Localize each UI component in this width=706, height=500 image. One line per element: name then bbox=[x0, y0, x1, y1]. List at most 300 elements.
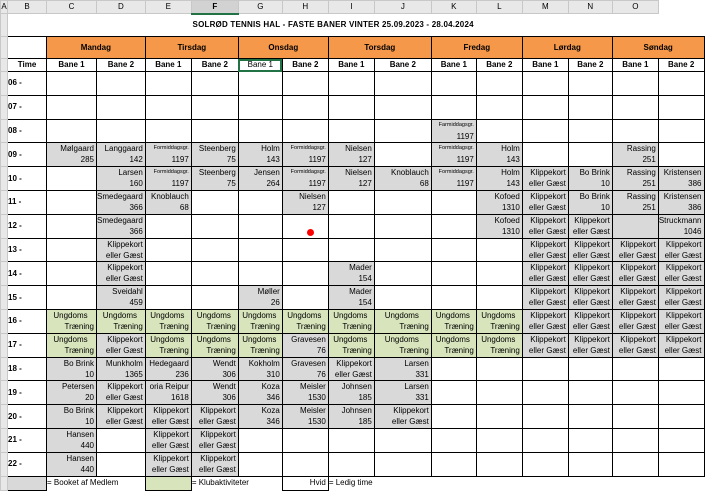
free-slot-cell[interactable] bbox=[431, 381, 476, 405]
row-header[interactable] bbox=[1, 95, 8, 119]
column-header-k[interactable]: K bbox=[431, 1, 476, 14]
free-slot-cell[interactable] bbox=[238, 190, 282, 214]
booking-member-number: eller Gæst bbox=[572, 250, 610, 260]
booking-cell[interactable] bbox=[612, 143, 658, 167]
booking-cell[interactable] bbox=[328, 405, 374, 429]
free-slot-cell[interactable] bbox=[431, 405, 476, 429]
booking-cell[interactable] bbox=[522, 333, 568, 357]
booking-cell[interactable] bbox=[47, 405, 97, 429]
booking-cell[interactable] bbox=[431, 119, 476, 143]
free-slot-cell[interactable] bbox=[145, 95, 191, 119]
court-header[interactable]: Bane 1 bbox=[47, 59, 97, 72]
booking-cell[interactable] bbox=[282, 357, 328, 381]
free-slot-cell[interactable] bbox=[612, 119, 658, 143]
free-slot-cell[interactable] bbox=[658, 119, 704, 143]
free-slot-cell[interactable] bbox=[522, 357, 568, 381]
row-header[interactable] bbox=[1, 476, 8, 490]
booking-cell[interactable] bbox=[374, 167, 431, 191]
free-slot-cell[interactable] bbox=[431, 262, 476, 286]
free-slot-cell[interactable] bbox=[145, 286, 191, 310]
free-slot-cell[interactable] bbox=[476, 286, 522, 310]
court-header[interactable]: Bane 1 bbox=[328, 59, 374, 72]
free-slot-cell[interactable] bbox=[476, 452, 522, 476]
time-slot-label: 13 - bbox=[8, 238, 47, 262]
row-header[interactable] bbox=[1, 405, 8, 429]
row-header[interactable] bbox=[1, 190, 8, 214]
free-slot-cell[interactable] bbox=[612, 428, 658, 452]
free-slot-cell[interactable] bbox=[612, 381, 658, 405]
free-slot-cell[interactable] bbox=[431, 214, 476, 238]
booking-cell[interactable] bbox=[282, 405, 328, 429]
free-slot-cell[interactable] bbox=[145, 214, 191, 238]
free-slot-cell[interactable] bbox=[282, 286, 328, 310]
free-slot-cell[interactable] bbox=[238, 428, 282, 452]
booking-cell[interactable] bbox=[374, 381, 431, 405]
court-header[interactable]: Bane 2 bbox=[191, 59, 238, 72]
free-slot-cell[interactable] bbox=[238, 95, 282, 119]
booking-cell[interactable] bbox=[238, 357, 282, 381]
club-activity-cell[interactable] bbox=[238, 309, 282, 333]
booking-cell[interactable] bbox=[658, 238, 704, 262]
free-slot-cell[interactable] bbox=[476, 95, 522, 119]
booking-cell[interactable] bbox=[97, 333, 146, 357]
free-slot-cell[interactable] bbox=[145, 72, 191, 96]
booking-cell[interactable] bbox=[658, 262, 704, 286]
booking-member-number: 264 bbox=[266, 179, 280, 189]
booking-cell[interactable] bbox=[47, 143, 97, 167]
booking-name: Møller bbox=[257, 287, 280, 297]
free-slot-cell[interactable] bbox=[568, 143, 612, 167]
club-activity-cell[interactable] bbox=[282, 309, 328, 333]
row-header[interactable] bbox=[1, 238, 8, 262]
booking-cell[interactable] bbox=[476, 167, 522, 191]
free-slot-cell[interactable] bbox=[47, 190, 97, 214]
free-slot-cell[interactable] bbox=[568, 357, 612, 381]
booking-cell[interactable] bbox=[145, 405, 191, 429]
booking-cell[interactable] bbox=[374, 357, 431, 381]
free-slot-cell[interactable] bbox=[374, 238, 431, 262]
booking-cell[interactable] bbox=[374, 405, 431, 429]
club-activity-cell[interactable] bbox=[238, 333, 282, 357]
booking-cell[interactable] bbox=[328, 381, 374, 405]
booking-cell[interactable] bbox=[568, 286, 612, 310]
booking-cell[interactable] bbox=[476, 190, 522, 214]
booking-cell[interactable] bbox=[238, 167, 282, 191]
column-header-o[interactable]: O bbox=[612, 1, 658, 14]
free-slot-cell[interactable] bbox=[522, 428, 568, 452]
free-slot-cell[interactable] bbox=[476, 405, 522, 429]
booking-cell[interactable] bbox=[238, 143, 282, 167]
free-slot-cell[interactable] bbox=[568, 72, 612, 96]
free-slot-cell[interactable] bbox=[374, 262, 431, 286]
row-header[interactable] bbox=[1, 452, 8, 476]
free-slot-cell[interactable] bbox=[568, 119, 612, 143]
free-slot-cell[interactable] bbox=[47, 72, 97, 96]
booking-cell[interactable] bbox=[191, 428, 238, 452]
free-slot-cell[interactable] bbox=[47, 262, 97, 286]
booking-member-number: eller Gæst bbox=[572, 345, 610, 355]
booking-cell[interactable] bbox=[612, 190, 658, 214]
free-slot-cell[interactable] bbox=[431, 72, 476, 96]
booking-cell[interactable] bbox=[568, 333, 612, 357]
booking-cell[interactable] bbox=[612, 167, 658, 191]
booking-cell[interactable] bbox=[568, 167, 612, 191]
free-slot-cell[interactable] bbox=[658, 381, 704, 405]
free-slot-cell[interactable] bbox=[612, 357, 658, 381]
free-slot-cell[interactable] bbox=[374, 72, 431, 96]
free-slot-cell[interactable] bbox=[431, 286, 476, 310]
column-header-f[interactable]: F bbox=[191, 1, 238, 14]
row-header[interactable] bbox=[1, 72, 8, 96]
free-slot-cell[interactable] bbox=[431, 95, 476, 119]
club-activity-cell[interactable] bbox=[47, 333, 97, 357]
booking-cell[interactable] bbox=[191, 452, 238, 476]
free-slot-cell[interactable] bbox=[568, 95, 612, 119]
free-slot-cell[interactable] bbox=[431, 428, 476, 452]
free-slot-cell[interactable] bbox=[328, 190, 374, 214]
free-slot-cell[interactable] bbox=[47, 119, 97, 143]
booking-member-number: eller Gæst bbox=[664, 274, 702, 284]
free-slot-cell[interactable] bbox=[282, 452, 328, 476]
booking-cell[interactable] bbox=[522, 214, 568, 238]
booking-cell[interactable] bbox=[191, 381, 238, 405]
free-slot-cell[interactable] bbox=[568, 428, 612, 452]
free-slot-cell[interactable] bbox=[238, 119, 282, 143]
booking-cell[interactable] bbox=[47, 381, 97, 405]
column-header-j[interactable]: J bbox=[374, 1, 431, 14]
legend-club-label: = Klubaktiviteter bbox=[191, 478, 249, 488]
club-activity-cell[interactable] bbox=[476, 333, 522, 357]
free-slot-cell[interactable] bbox=[238, 214, 282, 238]
booking-cell[interactable] bbox=[97, 238, 146, 262]
free-slot-cell[interactable] bbox=[97, 428, 146, 452]
booking-cell[interactable] bbox=[568, 309, 612, 333]
booking-cell[interactable] bbox=[97, 214, 146, 238]
booking-name: Ungdoms bbox=[242, 310, 277, 320]
row-header[interactable] bbox=[1, 37, 8, 59]
booking-cell[interactable] bbox=[238, 381, 282, 405]
booking-cell[interactable] bbox=[97, 262, 146, 286]
free-slot-cell[interactable] bbox=[658, 428, 704, 452]
booking-cell[interactable] bbox=[191, 357, 238, 381]
row-header[interactable] bbox=[1, 428, 8, 452]
booking-cell[interactable] bbox=[476, 214, 522, 238]
booking-cell[interactable] bbox=[145, 167, 191, 191]
row-header[interactable] bbox=[1, 309, 8, 333]
club-activity-cell[interactable] bbox=[374, 309, 431, 333]
row-header[interactable] bbox=[1, 214, 8, 238]
booking-cell[interactable] bbox=[282, 167, 328, 191]
free-slot-cell[interactable] bbox=[374, 214, 431, 238]
booking-name: Klippekort bbox=[530, 287, 566, 297]
booking-cell[interactable] bbox=[328, 286, 374, 310]
column-header-a[interactable]: A bbox=[1, 1, 8, 14]
free-slot-cell[interactable] bbox=[431, 190, 476, 214]
free-slot-cell[interactable] bbox=[238, 238, 282, 262]
free-slot-cell[interactable] bbox=[658, 72, 704, 96]
booking-cell[interactable] bbox=[658, 190, 704, 214]
court-header[interactable]: Bane 2 bbox=[97, 59, 146, 72]
free-slot-cell[interactable] bbox=[328, 72, 374, 96]
free-slot-cell[interactable] bbox=[522, 95, 568, 119]
booking-cell[interactable] bbox=[328, 357, 374, 381]
free-slot-cell[interactable] bbox=[612, 95, 658, 119]
booking-cell[interactable] bbox=[238, 405, 282, 429]
free-slot-cell[interactable] bbox=[522, 72, 568, 96]
row-header[interactable] bbox=[1, 143, 8, 167]
court-header[interactable]: Bane 2 bbox=[476, 59, 522, 72]
free-slot-cell[interactable] bbox=[328, 238, 374, 262]
free-slot-cell[interactable] bbox=[374, 119, 431, 143]
booking-cell[interactable] bbox=[522, 309, 568, 333]
row-header[interactable] bbox=[1, 262, 8, 286]
free-slot-cell[interactable] bbox=[97, 72, 146, 96]
free-slot-cell[interactable] bbox=[568, 405, 612, 429]
free-slot-cell[interactable] bbox=[191, 119, 238, 143]
booking-cell[interactable] bbox=[145, 357, 191, 381]
free-slot-cell[interactable] bbox=[658, 452, 704, 476]
booking-cell[interactable] bbox=[191, 405, 238, 429]
free-slot-cell[interactable] bbox=[282, 238, 328, 262]
booking-cell[interactable] bbox=[612, 309, 658, 333]
free-slot-cell[interactable] bbox=[282, 95, 328, 119]
free-slot-cell[interactable] bbox=[47, 95, 97, 119]
club-activity-cell[interactable] bbox=[191, 309, 238, 333]
free-slot-cell[interactable] bbox=[145, 262, 191, 286]
free-slot-cell[interactable] bbox=[191, 72, 238, 96]
club-activity-cell[interactable] bbox=[431, 333, 476, 357]
free-slot-cell[interactable] bbox=[522, 405, 568, 429]
free-slot-cell[interactable] bbox=[612, 405, 658, 429]
free-slot-cell[interactable] bbox=[431, 452, 476, 476]
free-slot-cell[interactable] bbox=[191, 262, 238, 286]
row-header[interactable] bbox=[1, 357, 8, 381]
booking-cell[interactable] bbox=[522, 286, 568, 310]
free-slot-cell[interactable] bbox=[191, 286, 238, 310]
booking-member-number: Træning bbox=[64, 345, 94, 355]
free-slot-cell[interactable] bbox=[191, 238, 238, 262]
free-slot-cell[interactable] bbox=[282, 119, 328, 143]
club-activity-cell[interactable] bbox=[476, 309, 522, 333]
court-header[interactable]: Bane 2 bbox=[374, 59, 431, 72]
booking-cell[interactable] bbox=[658, 167, 704, 191]
court-header[interactable]: Bane 2 bbox=[282, 59, 328, 72]
booking-cell[interactable] bbox=[238, 286, 282, 310]
free-slot-cell[interactable] bbox=[658, 95, 704, 119]
booking-cell[interactable] bbox=[568, 238, 612, 262]
column-header-n[interactable]: N bbox=[568, 1, 612, 14]
booking-cell[interactable] bbox=[431, 167, 476, 191]
free-slot-cell[interactable] bbox=[328, 452, 374, 476]
booking-cell[interactable] bbox=[658, 286, 704, 310]
free-slot-cell[interactable] bbox=[374, 190, 431, 214]
booking-cell[interactable] bbox=[97, 167, 146, 191]
free-slot-cell[interactable] bbox=[431, 357, 476, 381]
booking-cell[interactable] bbox=[282, 143, 328, 167]
booking-cell[interactable] bbox=[97, 190, 146, 214]
booking-cell[interactable] bbox=[145, 143, 191, 167]
booking-cell[interactable] bbox=[282, 333, 328, 357]
booking-cell[interactable] bbox=[522, 190, 568, 214]
free-slot-cell[interactable] bbox=[282, 214, 328, 238]
booking-cell[interactable] bbox=[47, 357, 97, 381]
booking-cell[interactable] bbox=[145, 452, 191, 476]
free-slot-cell[interactable] bbox=[282, 262, 328, 286]
booking-cell[interactable] bbox=[612, 262, 658, 286]
club-activity-cell[interactable] bbox=[328, 309, 374, 333]
booking-cell[interactable] bbox=[97, 381, 146, 405]
club-activity-cell[interactable] bbox=[145, 309, 191, 333]
free-slot-cell[interactable] bbox=[328, 214, 374, 238]
court-header[interactable]: Bane 2 bbox=[658, 59, 704, 72]
booking-cell[interactable] bbox=[431, 143, 476, 167]
free-slot-cell[interactable] bbox=[522, 119, 568, 143]
booking-cell[interactable] bbox=[282, 381, 328, 405]
free-slot-cell[interactable] bbox=[612, 72, 658, 96]
free-slot-cell[interactable] bbox=[568, 452, 612, 476]
free-slot-cell[interactable] bbox=[476, 428, 522, 452]
free-slot-cell[interactable] bbox=[374, 143, 431, 167]
booking-cell[interactable] bbox=[47, 452, 97, 476]
row-header[interactable] bbox=[1, 59, 8, 72]
free-slot-cell[interactable] bbox=[191, 190, 238, 214]
booking-cell[interactable] bbox=[145, 190, 191, 214]
booking-name: Ungdoms bbox=[242, 334, 277, 344]
free-slot-cell[interactable] bbox=[612, 452, 658, 476]
booking-cell[interactable] bbox=[191, 167, 238, 191]
free-slot-cell[interactable] bbox=[328, 428, 374, 452]
free-slot-cell[interactable] bbox=[476, 72, 522, 96]
booking-cell[interactable] bbox=[658, 309, 704, 333]
free-slot-cell[interactable] bbox=[476, 238, 522, 262]
club-activity-cell[interactable] bbox=[191, 333, 238, 357]
court-header[interactable]: Bane 2 bbox=[568, 59, 612, 72]
booking-member-number: 10 bbox=[85, 417, 94, 427]
booking-cell[interactable] bbox=[328, 262, 374, 286]
booking-cell[interactable] bbox=[612, 238, 658, 262]
booking-cell[interactable] bbox=[145, 428, 191, 452]
free-slot-cell[interactable] bbox=[47, 286, 97, 310]
booking-cell[interactable] bbox=[568, 190, 612, 214]
court-header[interactable]: Bane 1 bbox=[145, 59, 191, 72]
column-header-m[interactable]: M bbox=[522, 1, 568, 14]
booking-cell[interactable] bbox=[568, 262, 612, 286]
free-slot-cell[interactable] bbox=[476, 119, 522, 143]
booking-cell[interactable] bbox=[328, 143, 374, 167]
booking-cell[interactable] bbox=[522, 238, 568, 262]
club-activity-cell[interactable] bbox=[47, 309, 97, 333]
booking-cell[interactable] bbox=[145, 381, 191, 405]
column-header-i[interactable]: I bbox=[328, 1, 374, 14]
free-slot-cell[interactable] bbox=[191, 214, 238, 238]
booking-cell[interactable] bbox=[658, 333, 704, 357]
free-slot-cell[interactable] bbox=[238, 452, 282, 476]
booking-cell[interactable] bbox=[612, 333, 658, 357]
free-slot-cell[interactable] bbox=[374, 95, 431, 119]
booking-cell[interactable] bbox=[476, 143, 522, 167]
free-slot-cell[interactable] bbox=[47, 167, 97, 191]
column-header-e[interactable]: E bbox=[145, 1, 191, 14]
booking-cell[interactable] bbox=[328, 167, 374, 191]
free-slot-cell[interactable] bbox=[522, 381, 568, 405]
free-slot-cell[interactable] bbox=[328, 119, 374, 143]
booking-cell[interactable] bbox=[568, 214, 612, 238]
free-slot-cell[interactable] bbox=[97, 95, 146, 119]
court-header[interactable]: Bane 1 bbox=[431, 59, 476, 72]
court-header[interactable]: Bane 1 bbox=[612, 59, 658, 72]
booking-cell[interactable] bbox=[522, 262, 568, 286]
booking-cell[interactable] bbox=[282, 190, 328, 214]
booking-cell[interactable] bbox=[97, 357, 146, 381]
booking-cell[interactable] bbox=[97, 405, 146, 429]
free-slot-cell[interactable] bbox=[476, 381, 522, 405]
free-slot-cell[interactable] bbox=[282, 428, 328, 452]
free-slot-cell[interactable] bbox=[568, 381, 612, 405]
row-header[interactable] bbox=[1, 286, 8, 310]
row-header[interactable] bbox=[1, 14, 8, 37]
free-slot-cell[interactable] bbox=[658, 405, 704, 429]
free-slot-cell[interactable] bbox=[522, 143, 568, 167]
free-slot-cell[interactable] bbox=[374, 428, 431, 452]
free-slot-cell[interactable] bbox=[476, 262, 522, 286]
free-slot-cell[interactable] bbox=[145, 119, 191, 143]
row-header[interactable] bbox=[1, 381, 8, 405]
free-slot-cell[interactable] bbox=[191, 95, 238, 119]
booking-cell[interactable] bbox=[522, 167, 568, 191]
booking-cell[interactable] bbox=[191, 143, 238, 167]
club-activity-cell[interactable] bbox=[97, 309, 146, 333]
column-header-l[interactable]: L bbox=[476, 1, 522, 14]
free-slot-cell[interactable] bbox=[47, 238, 97, 262]
free-slot-cell[interactable] bbox=[238, 262, 282, 286]
club-activity-cell[interactable] bbox=[431, 309, 476, 333]
free-slot-cell[interactable] bbox=[97, 119, 146, 143]
free-slot-cell[interactable] bbox=[374, 286, 431, 310]
free-slot-cell[interactable] bbox=[282, 72, 328, 96]
booking-cell[interactable] bbox=[612, 214, 658, 238]
booking-cell[interactable] bbox=[97, 286, 146, 310]
free-slot-cell[interactable] bbox=[658, 357, 704, 381]
free-slot-cell[interactable] bbox=[431, 238, 476, 262]
free-slot-cell[interactable] bbox=[374, 452, 431, 476]
booking-cell[interactable] bbox=[612, 286, 658, 310]
court-header[interactable]: Bane 1 bbox=[522, 59, 568, 72]
column-header-h[interactable]: H bbox=[282, 1, 328, 14]
free-slot-cell[interactable] bbox=[97, 452, 146, 476]
club-activity-cell[interactable] bbox=[374, 333, 431, 357]
booking-cell[interactable] bbox=[658, 214, 704, 238]
free-slot-cell[interactable] bbox=[658, 143, 704, 167]
column-header-d[interactable]: D bbox=[97, 1, 146, 14]
column-header-g[interactable]: G bbox=[238, 1, 282, 14]
free-slot-cell[interactable] bbox=[328, 95, 374, 119]
column-header-b[interactable]: B bbox=[8, 1, 47, 14]
court-header[interactable]: Bane 1 bbox=[238, 59, 282, 72]
free-slot-cell[interactable] bbox=[522, 452, 568, 476]
free-slot-cell[interactable] bbox=[238, 72, 282, 96]
row-header[interactable] bbox=[1, 167, 8, 191]
club-activity-cell[interactable] bbox=[328, 333, 374, 357]
free-slot-cell[interactable] bbox=[47, 214, 97, 238]
free-slot-cell[interactable] bbox=[476, 357, 522, 381]
free-slot-cell[interactable] bbox=[145, 238, 191, 262]
booking-cell[interactable] bbox=[47, 428, 97, 452]
row-header[interactable] bbox=[1, 119, 8, 143]
booking-cell[interactable] bbox=[97, 143, 146, 167]
column-header-c[interactable]: C bbox=[47, 1, 97, 14]
row-header[interactable] bbox=[1, 333, 8, 357]
club-activity-cell[interactable] bbox=[145, 333, 191, 357]
